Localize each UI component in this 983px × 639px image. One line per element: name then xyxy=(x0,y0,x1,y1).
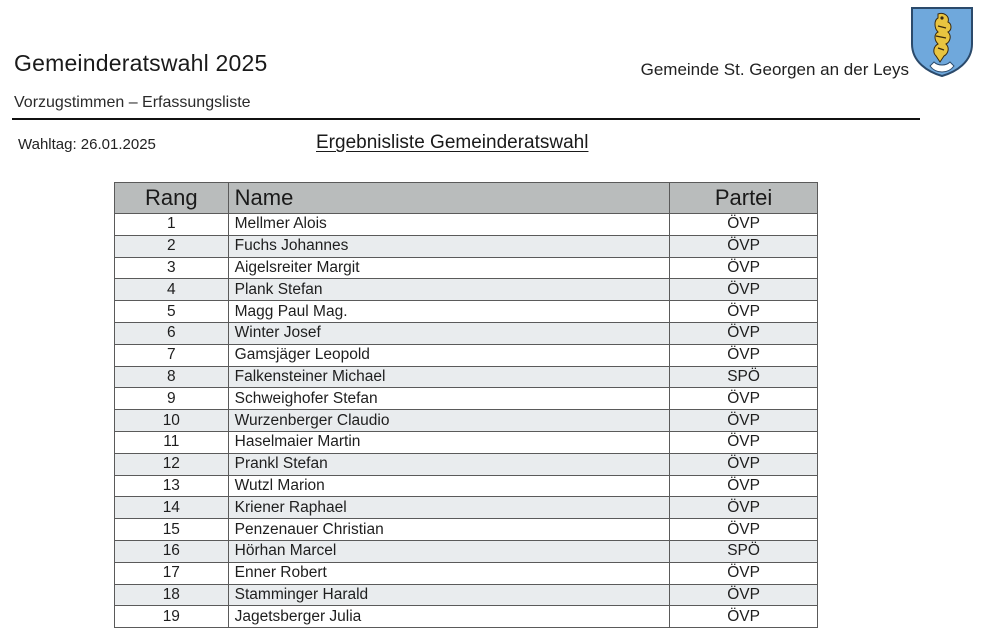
rank-cell: 12 xyxy=(115,453,229,475)
rank-cell: 13 xyxy=(115,475,229,497)
party-cell: SPÖ xyxy=(670,366,818,388)
name-cell: Winter Josef xyxy=(228,322,670,344)
rank-cell: 8 xyxy=(115,366,229,388)
rank-cell: 16 xyxy=(115,540,229,562)
table-row xyxy=(115,497,818,519)
table-row xyxy=(115,235,818,257)
page-subtitle: Vorzugstimmen – Erfassungsliste xyxy=(14,94,251,111)
table-row xyxy=(115,431,818,453)
name-cell: Aigelsreiter Margit xyxy=(228,257,670,279)
rank-cell: 10 xyxy=(115,410,229,432)
name-cell: Plank Stefan xyxy=(228,279,670,301)
party-cell: ÖVP xyxy=(670,344,818,366)
table-row xyxy=(115,584,818,606)
party-cell: ÖVP xyxy=(670,257,818,279)
party-cell: ÖVP xyxy=(670,562,818,584)
name-cell: Enner Robert xyxy=(228,562,670,584)
party-cell: ÖVP xyxy=(670,431,818,453)
name-cell: Mellmer Alois xyxy=(228,214,670,236)
table-row xyxy=(115,344,818,366)
table-row xyxy=(115,475,818,497)
rank-cell: 1 xyxy=(115,214,229,236)
rank-cell: 7 xyxy=(115,344,229,366)
name-cell: Haselmaier Martin xyxy=(228,431,670,453)
table-row xyxy=(115,214,818,236)
party-cell: ÖVP xyxy=(670,519,818,541)
rank-cell: 5 xyxy=(115,301,229,323)
table-row xyxy=(115,519,818,541)
table-row xyxy=(115,410,818,432)
table-row xyxy=(115,257,818,279)
party-cell: ÖVP xyxy=(670,475,818,497)
party-cell: ÖVP xyxy=(670,606,818,628)
party-cell: ÖVP xyxy=(670,388,818,410)
name-column-header: Name xyxy=(228,183,670,214)
rank-cell: 9 xyxy=(115,388,229,410)
party-cell: ÖVP xyxy=(670,279,818,301)
rank-cell: 18 xyxy=(115,584,229,606)
name-cell: Falkensteiner Michael xyxy=(228,366,670,388)
results-list-title: Ergebnisliste Gemeinderatswahl xyxy=(316,132,589,153)
name-cell: Wutzl Marion xyxy=(228,475,670,497)
municipality-name: Gemeinde St. Georgen an der Leys xyxy=(640,60,909,79)
rank-cell: 6 xyxy=(115,322,229,344)
party-cell: ÖVP xyxy=(670,497,818,519)
table-row xyxy=(115,388,818,410)
party-cell: ÖVP xyxy=(670,322,818,344)
name-cell: Hörhan Marcel xyxy=(228,540,670,562)
name-cell: Jagetsberger Julia xyxy=(228,606,670,628)
rank-column-header: Rang xyxy=(115,183,229,214)
table-row xyxy=(115,453,818,475)
name-cell: Penzenauer Christian xyxy=(228,519,670,541)
name-cell: Prankl Stefan xyxy=(228,453,670,475)
page-title: Gemeinderatswahl 2025 xyxy=(14,50,268,76)
election-date: Wahltag: 26.01.2025 xyxy=(18,136,156,153)
rank-cell: 17 xyxy=(115,562,229,584)
header-divider xyxy=(12,118,920,120)
name-cell: Kriener Raphael xyxy=(228,497,670,519)
results-table-header-row xyxy=(115,183,818,214)
results-table xyxy=(114,182,818,628)
rank-cell: 4 xyxy=(115,279,229,301)
name-cell: Schweighofer Stefan xyxy=(228,388,670,410)
rank-cell: 2 xyxy=(115,235,229,257)
table-row xyxy=(115,322,818,344)
table-row xyxy=(115,606,818,628)
table-row xyxy=(115,279,818,301)
table-row xyxy=(115,366,818,388)
party-cell: ÖVP xyxy=(670,584,818,606)
rank-cell: 3 xyxy=(115,257,229,279)
party-cell: ÖVP xyxy=(670,235,818,257)
party-cell: SPÖ xyxy=(670,540,818,562)
party-column-header: Partei xyxy=(670,183,818,214)
party-cell: ÖVP xyxy=(670,301,818,323)
name-cell: Wurzenberger Claudio xyxy=(228,410,670,432)
rank-cell: 11 xyxy=(115,431,229,453)
party-cell: ÖVP xyxy=(670,214,818,236)
name-cell: Fuchs Johannes xyxy=(228,235,670,257)
municipal-coat-of-arms-icon xyxy=(908,4,976,78)
rank-cell: 19 xyxy=(115,606,229,628)
results-table-body xyxy=(115,214,818,628)
party-cell: ÖVP xyxy=(670,453,818,475)
name-cell: Gamsjäger Leopold xyxy=(228,344,670,366)
table-row xyxy=(115,301,818,323)
name-cell: Magg Paul Mag. xyxy=(228,301,670,323)
table-row xyxy=(115,540,818,562)
table-row xyxy=(115,562,818,584)
rank-cell: 14 xyxy=(115,497,229,519)
name-cell: Stamminger Harald xyxy=(228,584,670,606)
rank-cell: 15 xyxy=(115,519,229,541)
party-cell: ÖVP xyxy=(670,410,818,432)
